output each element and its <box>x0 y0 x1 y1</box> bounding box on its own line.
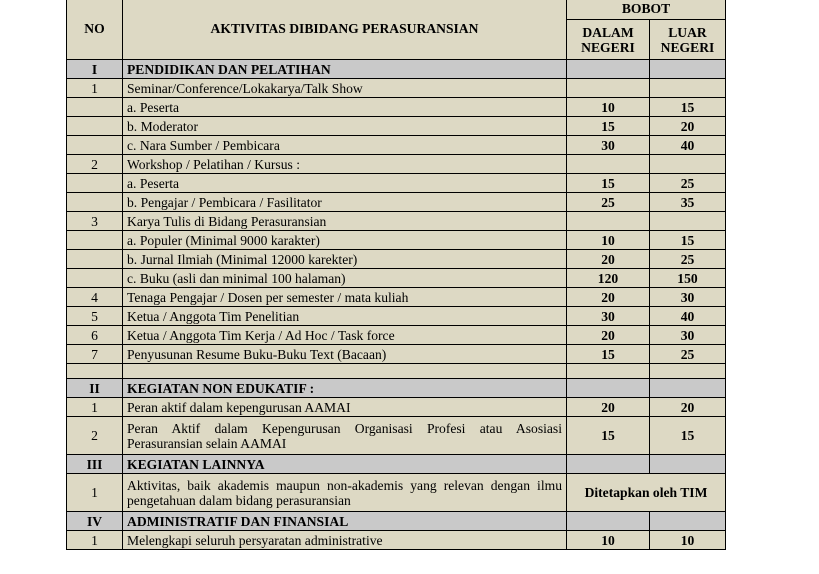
row-dalam-negeri <box>567 155 650 174</box>
section-number: IV <box>67 512 123 531</box>
row-activity: Aktivitas, baik akademis maupun non-akademis yang relevan dengan ilmu pengetahuan dalam bidang perasuransian <box>123 474 567 512</box>
row-number: 3 <box>67 212 123 231</box>
row-luar-negeri <box>650 155 726 174</box>
row-luar-negeri: 15 <box>650 98 726 117</box>
row-luar-negeri: 20 <box>650 398 726 417</box>
table-row <box>67 231 726 250</box>
row-dalam-negeri: 15 <box>567 117 650 136</box>
row-dalam-negeri: 20 <box>567 288 650 307</box>
row-dalam-negeri: 15 <box>567 417 650 455</box>
section-title: KEGIATAN NON EDUKATIF : <box>123 379 567 398</box>
row-luar-negeri: 150 <box>650 269 726 288</box>
row-number: 2 <box>67 417 123 455</box>
table-row <box>67 531 726 550</box>
section-number: II <box>67 379 123 398</box>
spacer-cell <box>650 364 726 379</box>
row-luar-negeri: 25 <box>650 345 726 364</box>
row-number <box>67 98 123 117</box>
row-activity: b. Jurnal Ilmiah (Minimal 12000 karekter) <box>123 250 567 269</box>
row-number <box>67 193 123 212</box>
table-row <box>67 155 726 174</box>
section-cell-empty <box>567 60 650 79</box>
row-activity: Seminar/Conference/Lokakarya/Talk Show <box>123 79 567 98</box>
row-luar-negeri: 25 <box>650 174 726 193</box>
section-title: PENDIDIKAN DAN PELATIHAN <box>123 60 567 79</box>
row-luar-negeri: 40 <box>650 136 726 155</box>
section-cell-empty <box>567 379 650 398</box>
row-number: 4 <box>67 288 123 307</box>
row-number <box>67 117 123 136</box>
row-luar-negeri: 15 <box>650 231 726 250</box>
row-activity: a. Peserta <box>123 98 567 117</box>
row-luar-negeri: 40 <box>650 307 726 326</box>
row-activity: c. Nara Sumber / Pembicara <box>123 136 567 155</box>
table-row <box>67 174 726 193</box>
row-number <box>67 250 123 269</box>
spacer-cell <box>123 364 567 379</box>
row-dalam-negeri: 120 <box>567 269 650 288</box>
row-activity: c. Buku (asli dan minimal 100 halaman) <box>123 269 567 288</box>
table-row <box>67 117 726 136</box>
table-row <box>67 398 726 417</box>
row-number: 2 <box>67 155 123 174</box>
row-activity: Peran aktif dalam kepengurusan AAMAI <box>123 398 567 417</box>
section-row <box>67 455 726 474</box>
row-number: 1 <box>67 79 123 98</box>
row-activity: Penyusunan Resume Buku-Buku Text (Bacaan) <box>123 345 567 364</box>
row-luar-negeri: 10 <box>650 531 726 550</box>
row-number: 1 <box>67 398 123 417</box>
row-luar-negeri: 15 <box>650 417 726 455</box>
section-row <box>67 512 726 531</box>
spacer-cell <box>67 364 123 379</box>
row-number <box>67 231 123 250</box>
row-activity: a. Peserta <box>123 174 567 193</box>
table-row <box>67 345 726 364</box>
row-luar-negeri: 25 <box>650 250 726 269</box>
row-dalam-negeri: 25 <box>567 193 650 212</box>
section-cell-empty <box>650 455 726 474</box>
row-luar-negeri <box>650 79 726 98</box>
section-cell-empty <box>650 512 726 531</box>
table-body <box>67 0 726 550</box>
row-activity: Ketua / Anggota Tim Kerja / Ad Hoc / Task force <box>123 326 567 345</box>
row-number: 1 <box>67 474 123 512</box>
row-dalam-negeri: 10 <box>567 531 650 550</box>
table-row <box>67 212 726 231</box>
row-dalam-negeri: 10 <box>567 231 650 250</box>
table-row <box>67 136 726 155</box>
section-title: KEGIATAN LAINNYA <box>123 455 567 474</box>
header-row <box>67 0 726 20</box>
row-number: 6 <box>67 326 123 345</box>
section-number: I <box>67 60 123 79</box>
row-luar-negeri: 20 <box>650 117 726 136</box>
row-activity: Ketua / Anggota Tim Penelitian <box>123 307 567 326</box>
row-dalam-negeri: 15 <box>567 174 650 193</box>
section-number: III <box>67 455 123 474</box>
table-row <box>67 98 726 117</box>
row-dalam-negeri <box>567 79 650 98</box>
row-dalam-negeri: 15 <box>567 345 650 364</box>
row-number: 5 <box>67 307 123 326</box>
row-activity: Karya Tulis di Bidang Perasuransian <box>123 212 567 231</box>
table-row <box>67 193 726 212</box>
spacer-row <box>67 364 726 379</box>
section-cell-empty <box>567 455 650 474</box>
row-dalam-negeri: 20 <box>567 398 650 417</box>
table-row <box>67 474 726 512</box>
row-activity: Melengkapi seluruh persyaratan administrative <box>123 531 567 550</box>
table-row <box>67 79 726 98</box>
row-number: 1 <box>67 531 123 550</box>
row-bobot-merged: Ditetapkan oleh TIM <box>567 474 726 512</box>
row-activity: a. Populer (Minimal 9000 karakter) <box>123 231 567 250</box>
section-title: ADMINISTRATIF DAN FINANSIAL <box>123 512 567 531</box>
row-luar-negeri <box>650 212 726 231</box>
section-cell-empty <box>567 512 650 531</box>
row-activity: b. Moderator <box>123 117 567 136</box>
header-bobot: BOBOT <box>567 0 726 20</box>
section-cell-empty <box>650 60 726 79</box>
table-row <box>67 417 726 455</box>
spacer-cell <box>567 364 650 379</box>
table-row <box>67 307 726 326</box>
row-luar-negeri: 30 <box>650 326 726 345</box>
row-number: 7 <box>67 345 123 364</box>
row-number <box>67 174 123 193</box>
header-dalam-negeri: DALAM NEGERI <box>567 20 650 60</box>
header-luar-negeri: LUAR NEGERI <box>650 20 726 60</box>
section-cell-empty <box>650 379 726 398</box>
table-row <box>67 288 726 307</box>
table-row <box>67 250 726 269</box>
row-number <box>67 136 123 155</box>
header-no: NO <box>67 0 123 60</box>
section-row <box>67 60 726 79</box>
row-activity: Workshop / Pelatihan / Kursus : <box>123 155 567 174</box>
row-dalam-negeri: 30 <box>567 136 650 155</box>
row-luar-negeri: 35 <box>650 193 726 212</box>
row-luar-negeri: 30 <box>650 288 726 307</box>
row-number <box>67 269 123 288</box>
row-dalam-negeri: 20 <box>567 250 650 269</box>
section-row <box>67 379 726 398</box>
row-dalam-negeri <box>567 212 650 231</box>
table-row <box>67 269 726 288</box>
row-dalam-negeri: 30 <box>567 307 650 326</box>
row-activity: Tenaga Pengajar / Dosen per semester / mata kuliah <box>123 288 567 307</box>
row-dalam-negeri: 20 <box>567 326 650 345</box>
bobot-table <box>66 0 726 550</box>
row-activity: Peran Aktif dalam Kepengurusan Organisasi Profesi atau Asosiasi Perasuransian selain AAMAI <box>123 417 567 455</box>
table-row <box>67 326 726 345</box>
row-dalam-negeri: 10 <box>567 98 650 117</box>
row-activity: b. Pengajar / Pembicara / Fasilitator <box>123 193 567 212</box>
header-activity: AKTIVITAS DIBIDANG PERASURANSIAN <box>123 0 567 60</box>
